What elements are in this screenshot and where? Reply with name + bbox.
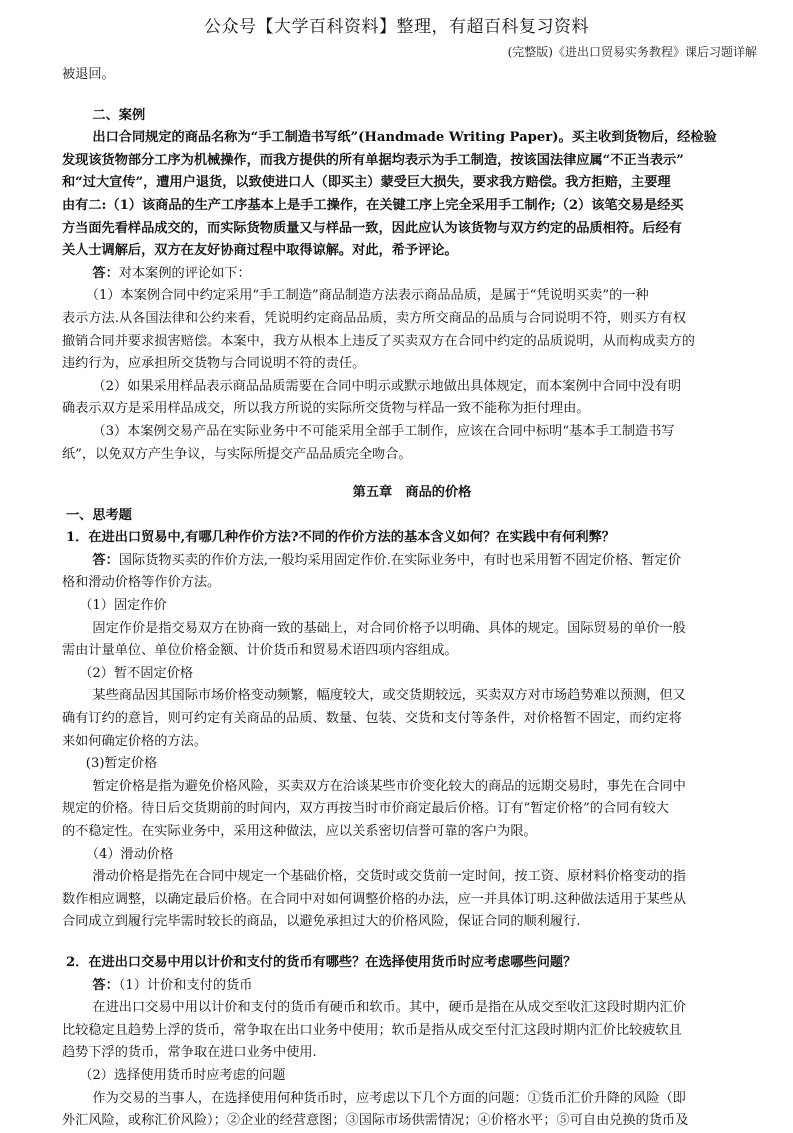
q2-sub-heading: （1）计价和支付的货币: [118, 977, 253, 993]
chapter-title: 第五章 商品的价格: [352, 485, 472, 501]
method-label: （4）滑动价格: [85, 846, 174, 862]
document-body: [62, 64, 758, 1133]
question-2: 2．在进出口交易中用以计价和支付的货币有哪些？在选择使用货币时应考虑哪些问题？: [66, 954, 577, 970]
method-text-line: 固定作价是指交易双方在协商一致的基础上，对合同价格予以明确、具体的规定。国际贸易的单价一般: [92, 620, 686, 636]
method-text-line: 数作相应调整，以确定最后价格。在合同中对如何调整价格的办法，应一并具体订明.这种做法适用于某些从: [62, 891, 687, 907]
section-heading: 一、思考题: [66, 507, 132, 523]
case-text: [62, 127, 758, 263]
case-line: 由有二:（1）该商品的生产工序基本上是手工操作，在关键工序上完全采用手工制作;（2）该笔交易是经买: [62, 197, 684, 213]
answer-intro-text: 对本案例的评论如下：: [118, 265, 251, 281]
answer-point-line: （2）如果采用样品表示商品品质需要在合同中明示或默示地做出具体规定，而本案例中合同中没有明: [92, 378, 682, 394]
method-text-line: 的不稳定性。在实际业务中，采用这种做法，应以关系密切信誉可靠的客户为限。: [62, 824, 537, 839]
answer-point-line: 表示方法.从各国法律和公约来看，凭说明约定商品品质，卖方所交商品的品质与合同说明不符，则买方有权: [62, 310, 687, 326]
answer-point-line: （1）本案例合同中约定采用“手工制造”商品制造方法表示商品品质，是属于“凭说明买卖”的一种: [85, 288, 649, 304]
method-text-line: 某些商品因其国际市场价格变动频繁，幅度较大，或交货期较远，买卖双方对市场趋势难以预测，但又: [92, 688, 686, 704]
answer-label: 答：: [92, 265, 119, 281]
q2-text-line: 比较稳定且趋势上浮的货币，常争取在出口业务中使用；软币是指从成交至付汇这段时期内汇价比较疲软且: [62, 1022, 682, 1038]
answer-point-line: 确表示双方是采用样品成交，所以我方所说的实际所交货物与样品一致不能称为拒付理由。: [62, 401, 590, 417]
answer-intro: [66, 263, 758, 286]
method-label: (3)暂定价格: [85, 756, 158, 772]
case-line: 和“过大宣传”，遭用户退货，以致使进口人（即买主）蒙受巨大损失，要求我方赔偿。我方拒赔，主要理: [62, 175, 671, 191]
q2-text-line: 作为交易的当事人，在选择使用何种货币时，应考虑以下几个方面的问题：①货币汇价升降的风险（即: [92, 1090, 686, 1106]
q1-answer-text: 国际货物买卖的作价方法,一般均采用固定作价.在实际业务中，有时也采用暂不固定价格、暂定价: [118, 552, 682, 568]
answer-label: 答：: [92, 977, 119, 993]
answer-point-line: 撤销合同并要求损害赔偿。本案中，我方从根本上违反了买卖双方在合同中约定的品质说明，从而构成卖方的: [62, 333, 695, 349]
method-text-line: 合同成立到履行完毕需时较长的商品，以避免承担过大的价格风险，保证合同的顺利履行.: [62, 914, 581, 930]
q2-text-line: 趋势下浮的货币，常争取在进口业务中使用.: [62, 1045, 317, 1061]
running-head: (完整版)《进出口贸易实务教程》课后习题详解: [507, 45, 757, 59]
case-heading: 二、案例: [92, 107, 146, 123]
method-text-line: 需由计量单位、单位价格金额、计价货币和贸易术语四项内容组成。: [62, 643, 458, 659]
question-1: 1．在进出口贸易中,有哪几种作价方法?不同的作价方法的基本含义如何？在实践中有何利弊？: [66, 530, 615, 546]
answer-label: 答：: [92, 552, 119, 568]
method-text-line: 来如何确定价格的方法。: [62, 733, 208, 749]
q2-text-line: 外汇风险，或称汇价风险）；②企业的经营意图；③国际市场供需情况；④价格水平；⑤可自由兑换的货币及: [62, 1113, 689, 1129]
q1-answer: [66, 550, 758, 573]
answer-point-line: （3）本案例交易产品在实际业务中不可能采用全部手工制作，应该在合同中标明“基本手工制造书写: [92, 423, 675, 439]
watermark-banner: 公众号【大学百科资料】整理，有超百科复习资料: [204, 17, 589, 37]
case-line: 方当面先看样品成交的，而实际货物质量又与样品一致，因此应认为该货物与双方约定的品质相符。后经有: [62, 220, 682, 236]
method-text-line: 确有订约的意旨，则可约定有关商品的品质、数量、包装、交货和支付等条件，对价格暂不固定，而约定将: [62, 711, 682, 727]
method-label: （2）暂不固定价格: [79, 665, 194, 681]
q2-text-line: 在进出口交易中用以计价和支付的货币有硬币和软币。其中，硬币是指在从成交至收汇这段时期内汇价: [92, 1000, 686, 1016]
method-text-line: 暂定价格是指为避免价格风险，买卖双方在洽谈某些市价变化较大的商品的远期交易时，事先在合同中: [92, 778, 686, 794]
case-line: 发现该货物部分工序为机械操作，而我方提供的所有单据均表示为手工制造，按该国法律应属“不正当表示”: [62, 152, 684, 168]
q2-answer: [66, 975, 758, 998]
case-line: 关人士调解后，双方在友好协商过程中取得谅解。对此，希予评论。: [62, 243, 458, 259]
case-line: 出口合同规定的商品名称为“手工制造书写纸”(Handmade Writing Paper)。买主收到货物后，经检验: [92, 130, 717, 146]
answer-point-line: 纸”，以免双方产生争议，与实际所提交产品品质完全吻合。: [62, 446, 412, 462]
method-text-line: 规定的价格。待日后交货期前的时间内，双方再按当时市价商定最后价格。订有“暂定价格”的合同有较大: [62, 801, 669, 817]
method-label: （1）固定作价: [79, 598, 167, 614]
answer-point-line: 违约行为，应承担所交货物与合同说明不符的责任。: [62, 356, 366, 372]
q1-answer-line: 格和滑动价格等作价方法。: [62, 575, 221, 591]
carry-over-text: 被退回。: [62, 67, 115, 82]
method-text-line: 滑动价格是指先在合同中规定一个基础价格，交货时或交货前一定时间，按工资、原材料价格变动的指: [92, 869, 686, 885]
q2-sub-heading: （2）选择使用货币时应考虑的问题: [79, 1067, 286, 1083]
